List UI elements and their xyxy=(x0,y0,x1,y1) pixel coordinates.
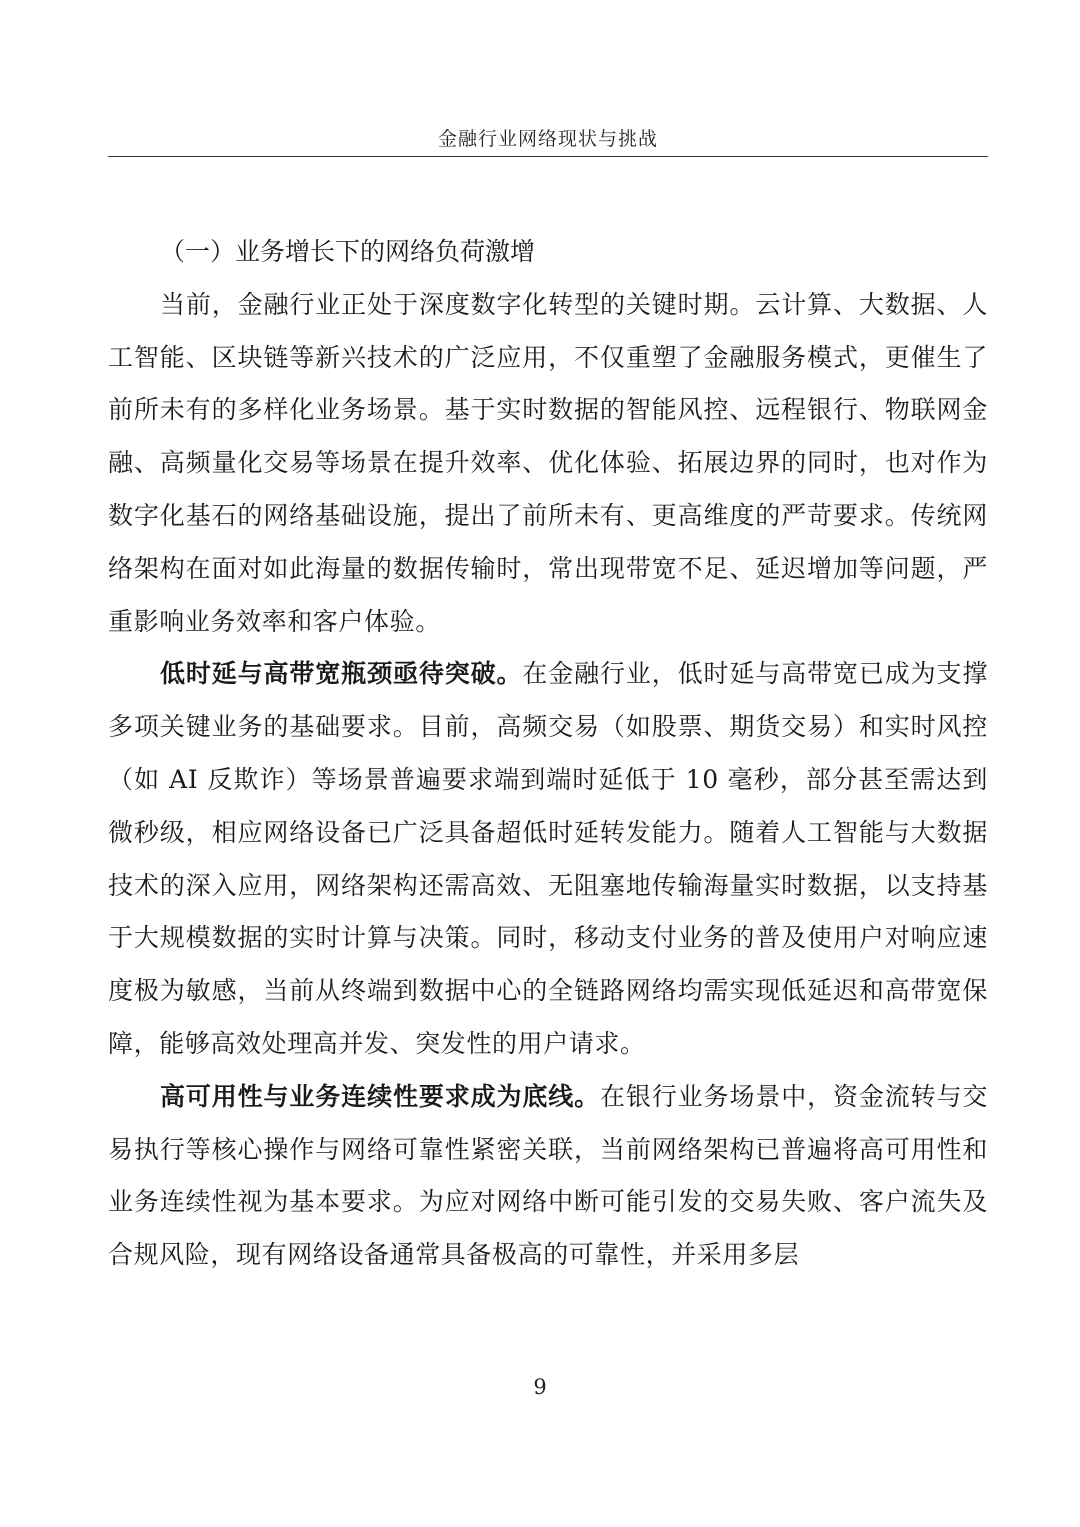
body-text xyxy=(108,226,988,1282)
page-number: 9 xyxy=(533,1375,547,1399)
header-rule xyxy=(108,156,988,157)
paragraph-3-text: 在银行业务场景中，资金流转与交易执行等核心操作与网络可靠性紧密关联，当前网络架构已普遍将高可用性和业务连续性视为基本要求。为应对网络中断可能引发的交易失败、客户流失及合规风险，现有网络设备通常具备极高的可靠性，并采用多层 xyxy=(108,1081,988,1270)
paragraph-2 xyxy=(108,648,988,1070)
running-header: 金融行业网络现状与挑战 xyxy=(437,128,658,150)
paragraph-3-lead: 高可用性与业务连续性要求成为底线。 xyxy=(160,1081,601,1111)
section-heading: （一）业务增长下的网络负荷激增 xyxy=(160,237,536,266)
paragraph-3 xyxy=(108,1071,988,1282)
paragraph-2-lead: 低时延与高带宽瓶颈亟待突破。 xyxy=(160,659,523,689)
paragraph-2-text: 在金融行业，低时延与高带宽已成为支撑多项关键业务的基础要求。目前，高频交易（如股票、期货交易）和实时风控（如 AI 反欺诈）等场景普遍要求端到端时延低于 10 毫秒，部分甚至需达到微秒级，相应网络设备已广泛具备超低时延转发能力。随着人工智能与大数据技术的深入应用，网络架构还需高效、无阻塞地传输海量实时数据，以支持基于大规模数据的实时计算与决策。同时，移动支付业务的普及使用户对响应速度极为敏感，当前从终端到数据中心的全链路网络均需实现低延迟和高带宽保障，能够高效处理高并发、突发性的用户请求。 xyxy=(108,659,988,1058)
paragraph-1 xyxy=(108,279,988,649)
paragraph-1-text: 当前，金融行业正处于深度数字化转型的关键时期。云计算、大数据、人工智能、区块链等新兴技术的广泛应用，不仅重塑了金融服务模式，更催生了前所未有的多样化业务场景。基于实时数据的智能风控、远程银行、物联网金融、高频量化交易等场景在提升效率、优化体验、拓展边界的同时，也对作为数字化基石的网络基础设施，提出了前所未有、更高维度的严苛要求。传统网络架构在面对如此海量的数据传输时，常出现带宽不足、延迟增加等问题，严重影响业务效率和客户体验。 xyxy=(108,289,988,636)
